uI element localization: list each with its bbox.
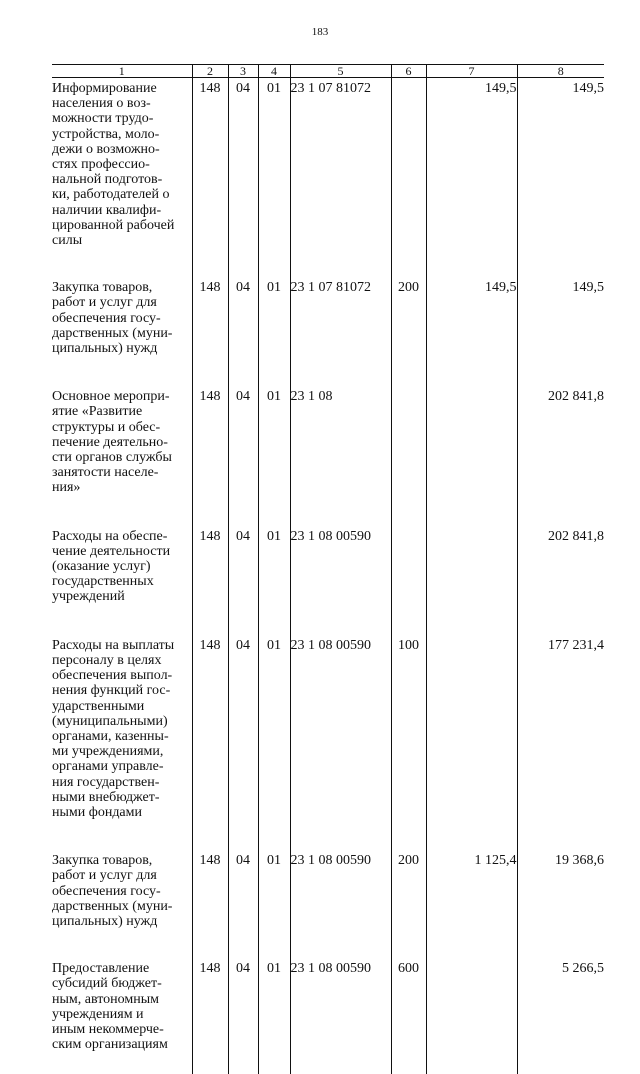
row-amount-1-cell	[426, 945, 517, 1074]
row-section-cell: 04	[228, 621, 258, 836]
budget-table	[52, 64, 604, 1074]
row-name-line: учреждений	[52, 589, 192, 604]
header-col-3: 3	[228, 65, 258, 78]
row-name-line: дарственных (муни-	[52, 326, 192, 341]
row-name-cell	[52, 78, 192, 265]
table-body	[52, 78, 604, 1074]
row-name-line: Закупка товаров,	[52, 853, 192, 868]
table-row	[52, 372, 604, 511]
row-name-cell	[52, 621, 192, 836]
table-row	[52, 264, 604, 372]
row-rzpr-cell: 148	[192, 621, 228, 836]
row-name-line: ятие «Развитие	[52, 404, 192, 419]
row-expense-type-cell	[391, 512, 426, 621]
row-rzpr-cell: 148	[192, 512, 228, 621]
row-name-line: Расходы на выплаты	[52, 638, 192, 653]
row-target-article-cell: 23 1 08 00590	[290, 945, 391, 1074]
row-name-line: можности трудо-	[52, 111, 192, 126]
header-row	[52, 65, 604, 78]
row-section-cell: 04	[228, 78, 258, 265]
row-name-cell	[52, 264, 192, 372]
row-name-line: стях профессио-	[52, 157, 192, 172]
row-rzpr-cell: 148	[192, 836, 228, 945]
header-col-7: 7	[426, 65, 517, 78]
header-col-1: 1	[52, 65, 192, 78]
row-target-article-cell: 23 1 07 81072	[290, 78, 391, 265]
row-subsection-cell: 01	[258, 945, 290, 1074]
header-col-8: 8	[517, 65, 604, 78]
row-section-cell: 04	[228, 945, 258, 1074]
row-name-line: наличии квалифи-	[52, 203, 192, 218]
row-name-line: государственных	[52, 574, 192, 589]
row-name-line: обеспечения госу-	[52, 884, 192, 899]
row-target-article-cell: 23 1 08	[290, 372, 391, 511]
row-subsection-cell: 01	[258, 78, 290, 265]
row-name-line: органами управле-	[52, 759, 192, 774]
row-name-line: (оказание услуг)	[52, 559, 192, 574]
header-col-2: 2	[192, 65, 228, 78]
row-expense-type-cell: 200	[391, 264, 426, 372]
row-name-line: цированной рабочей	[52, 218, 192, 233]
row-name-line: структуры и обес-	[52, 420, 192, 435]
row-name-line: обеспечения выпол-	[52, 668, 192, 683]
row-section-cell: 04	[228, 264, 258, 372]
row-name-line: обеспечения госу-	[52, 311, 192, 326]
table-row	[52, 836, 604, 945]
table-row	[52, 78, 604, 265]
row-expense-type-cell	[391, 78, 426, 265]
row-subsection-cell: 01	[258, 512, 290, 621]
row-name-line: ки, работодателей о	[52, 187, 192, 202]
row-name-line: ния государствен-	[52, 775, 192, 790]
row-name-line: ципальных) нужд	[52, 341, 192, 356]
row-name-line: ударственными	[52, 699, 192, 714]
row-subsection-cell: 01	[258, 264, 290, 372]
row-target-article-cell: 23 1 08 00590	[290, 512, 391, 621]
row-name-line: Основное меропри-	[52, 389, 192, 404]
header-col-4: 4	[258, 65, 290, 78]
row-rzpr-cell: 148	[192, 372, 228, 511]
row-amount-2-cell: 149,5	[517, 264, 604, 372]
table-row	[52, 512, 604, 621]
row-name-line: дежи о возможно-	[52, 142, 192, 157]
header-col-5: 5	[290, 65, 391, 78]
row-amount-1-cell	[426, 621, 517, 836]
row-name-cell	[52, 836, 192, 945]
row-name-line: работ и услуг для	[52, 295, 192, 310]
row-name-line: сти органов службы	[52, 450, 192, 465]
row-amount-2-cell: 5 266,5	[517, 945, 604, 1074]
row-expense-type-cell: 100	[391, 621, 426, 836]
row-name-line: силы	[52, 233, 192, 248]
row-name-cell	[52, 372, 192, 511]
row-name-line: устройства, моло-	[52, 127, 192, 142]
row-name-line: ными внебюджет-	[52, 790, 192, 805]
row-target-article-cell: 23 1 08 00590	[290, 836, 391, 945]
row-rzpr-cell: 148	[192, 78, 228, 265]
row-name-line: Информирование	[52, 81, 192, 96]
row-name-line: иным некоммерче-	[52, 1022, 192, 1037]
row-target-article-cell: 23 1 08 00590	[290, 621, 391, 836]
row-amount-2-cell: 202 841,8	[517, 372, 604, 511]
row-name-line: ния»	[52, 480, 192, 495]
table-row	[52, 945, 604, 1074]
row-name-line: Расходы на обеспе-	[52, 529, 192, 544]
row-name-line: ципальных) нужд	[52, 914, 192, 929]
row-name-line: учреждениям и	[52, 1007, 192, 1022]
row-name-line: печение деятельно-	[52, 435, 192, 450]
row-amount-2-cell: 149,5	[517, 78, 604, 265]
row-target-article-cell: 23 1 07 81072	[290, 264, 391, 372]
row-amount-2-cell: 202 841,8	[517, 512, 604, 621]
row-name-line: населения о воз-	[52, 96, 192, 111]
row-section-cell: 04	[228, 836, 258, 945]
row-name-line: Предоставление	[52, 961, 192, 976]
row-subsection-cell: 01	[258, 621, 290, 836]
row-name-line: ными фондами	[52, 805, 192, 820]
row-name-line: персоналу в целях	[52, 653, 192, 668]
row-amount-1-cell: 149,5	[426, 78, 517, 265]
row-amount-1-cell: 1 125,4	[426, 836, 517, 945]
row-name-cell	[52, 512, 192, 621]
row-rzpr-cell: 148	[192, 264, 228, 372]
row-name-line: чение деятельности	[52, 544, 192, 559]
row-name-line: ми учреждениями,	[52, 744, 192, 759]
row-name-line: субсидий бюджет-	[52, 976, 192, 991]
row-name-line: дарственных (муни-	[52, 899, 192, 914]
row-name-line: нения функций гос-	[52, 683, 192, 698]
row-section-cell: 04	[228, 512, 258, 621]
row-rzpr-cell: 148	[192, 945, 228, 1074]
row-name-line: органами, казенны-	[52, 729, 192, 744]
row-name-cell	[52, 945, 192, 1074]
table-row	[52, 621, 604, 836]
row-name-line: нальной подготов-	[52, 172, 192, 187]
row-amount-1-cell: 149,5	[426, 264, 517, 372]
row-section-cell: 04	[228, 372, 258, 511]
row-expense-type-cell: 600	[391, 945, 426, 1074]
row-name-line: занятости населе-	[52, 465, 192, 480]
row-expense-type-cell: 200	[391, 836, 426, 945]
row-name-line: ным, автономным	[52, 992, 192, 1007]
page-number: 183	[0, 26, 640, 38]
row-subsection-cell: 01	[258, 372, 290, 511]
row-name-line: Закупка товаров,	[52, 280, 192, 295]
row-amount-1-cell	[426, 512, 517, 621]
row-subsection-cell: 01	[258, 836, 290, 945]
row-amount-2-cell: 177 231,4	[517, 621, 604, 836]
row-name-line: ским организациям	[52, 1037, 192, 1052]
row-expense-type-cell	[391, 372, 426, 511]
row-name-line: работ и услуг для	[52, 868, 192, 883]
row-name-line: (муниципальными)	[52, 714, 192, 729]
row-amount-1-cell	[426, 372, 517, 511]
header-col-6: 6	[391, 65, 426, 78]
row-amount-2-cell: 19 368,6	[517, 836, 604, 945]
